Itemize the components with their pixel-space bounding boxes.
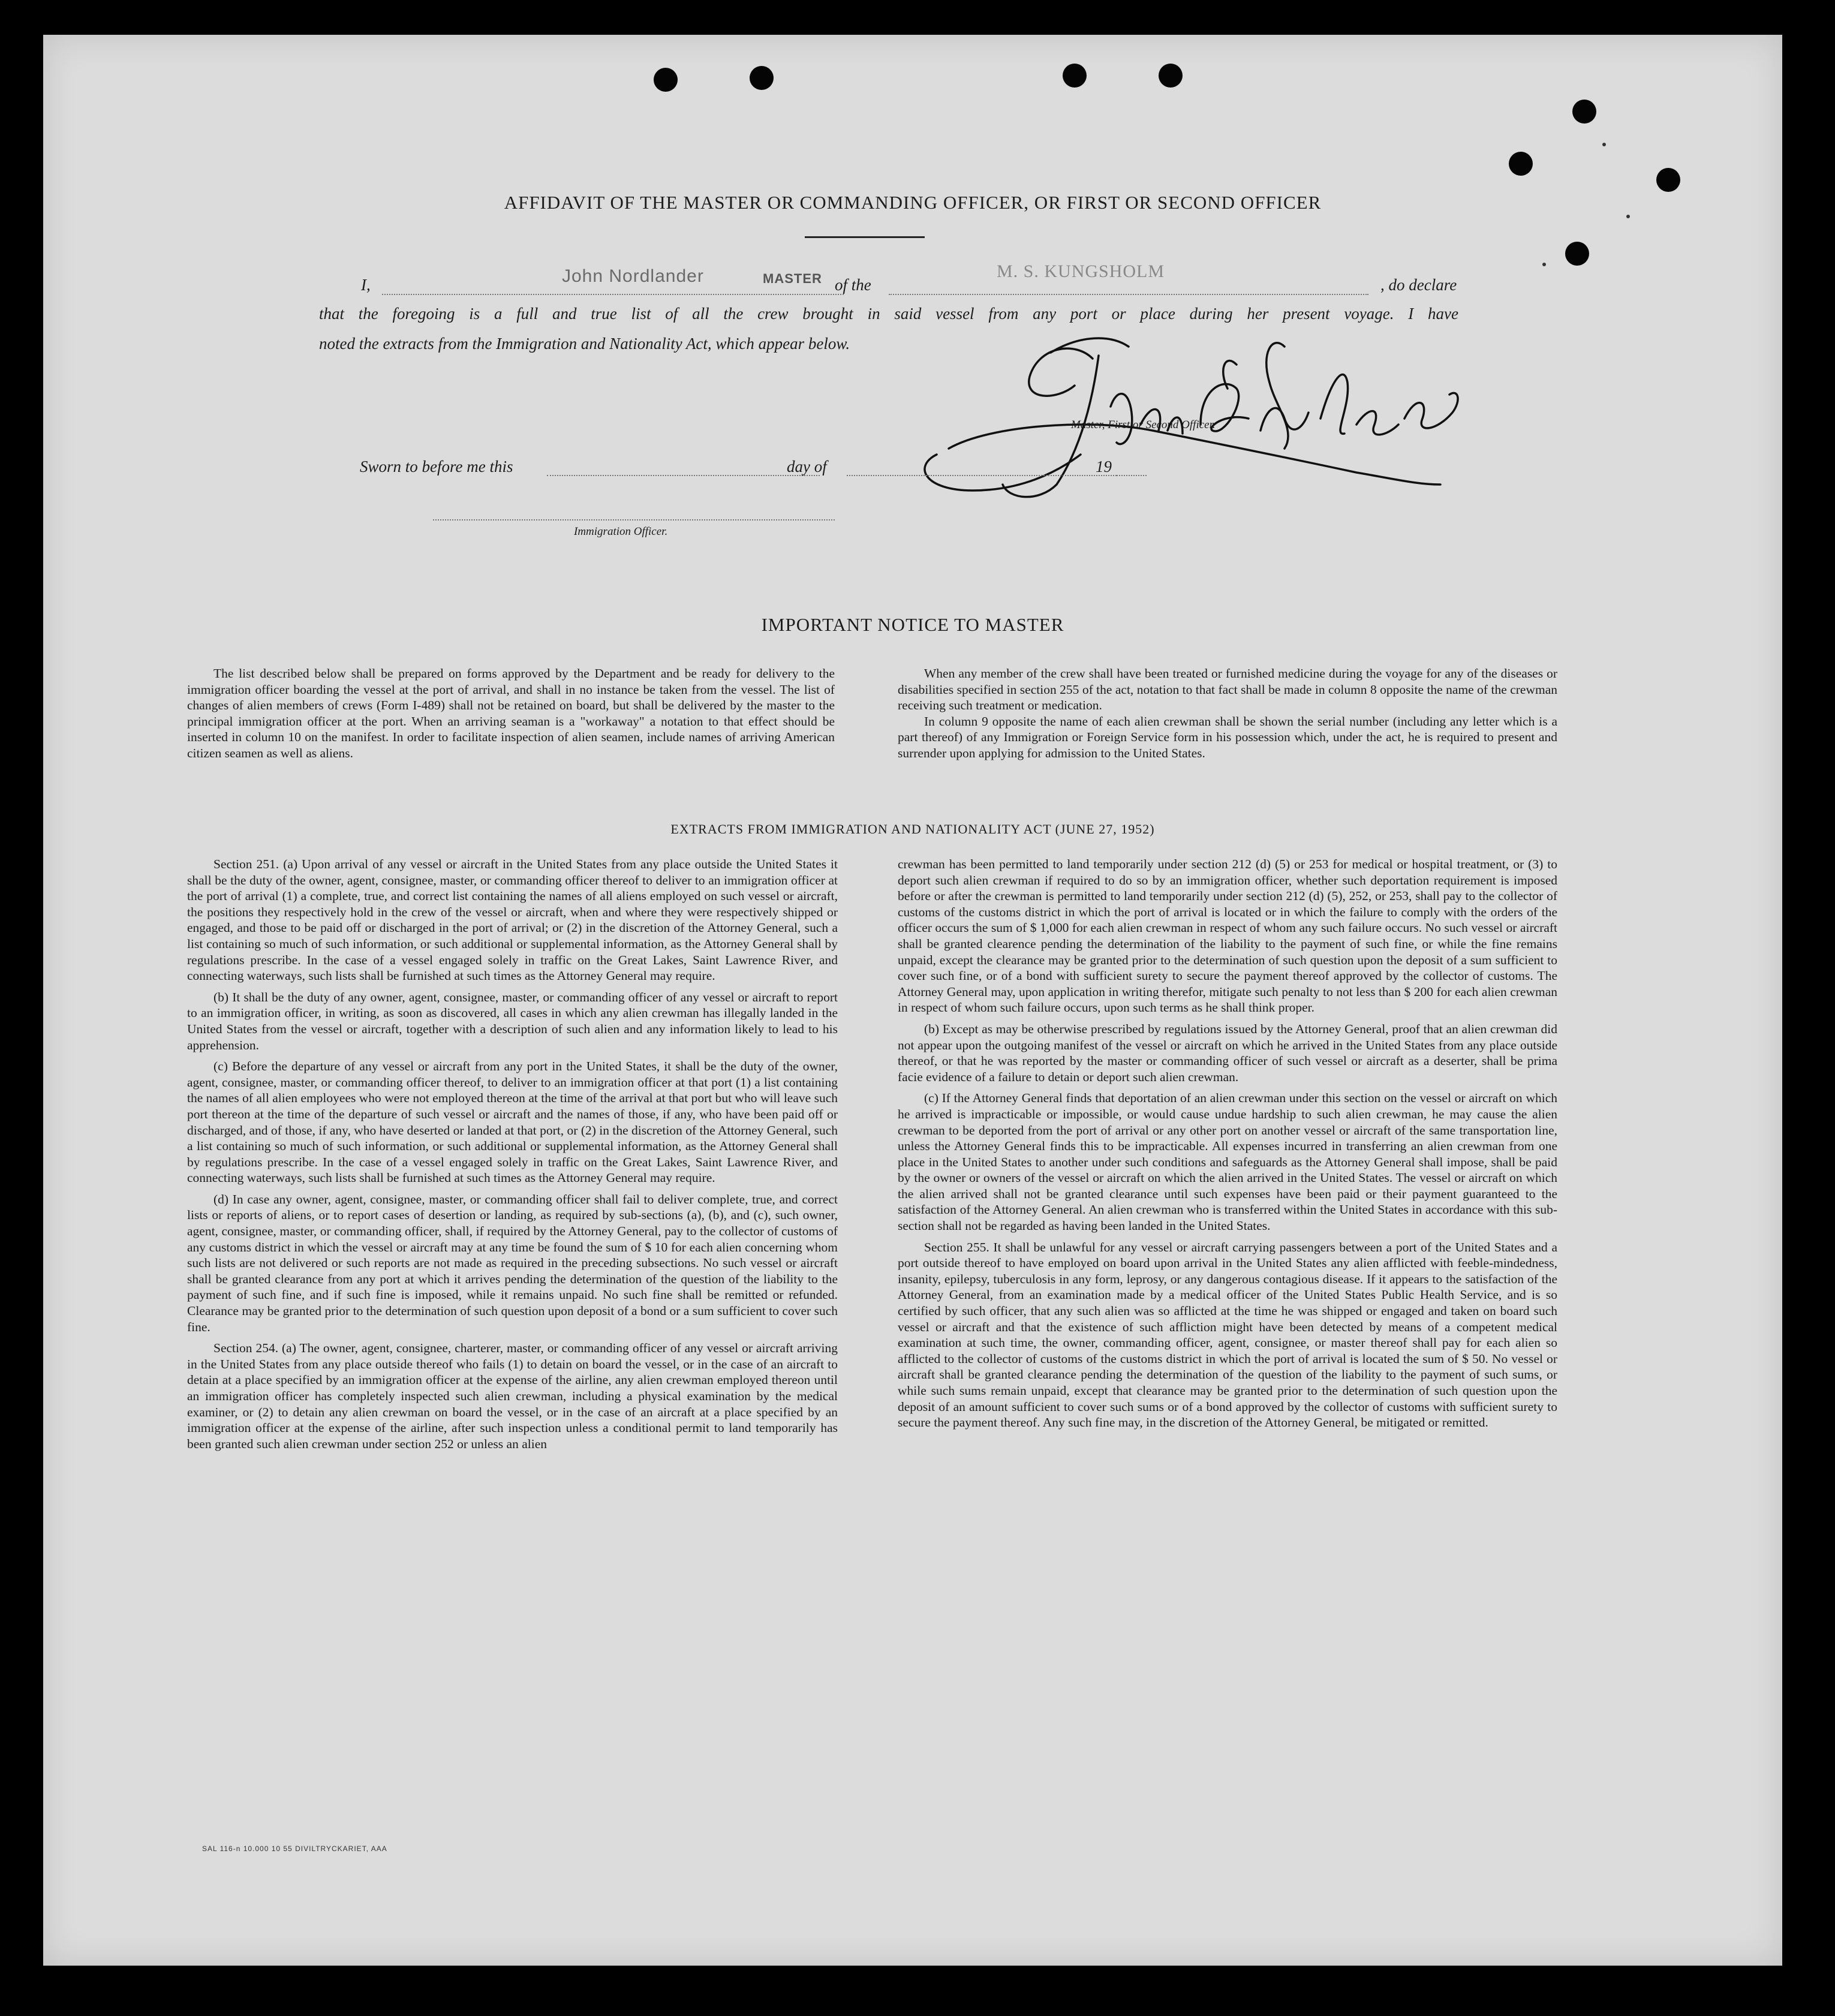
smudge: [1626, 215, 1630, 218]
notice-right-column: [898, 666, 1557, 767]
punch-hole: [654, 68, 678, 92]
extract-paragraph: (b) Except as may be otherwise prescribed by regulations issued by the Attorney General, proof that an alien crewman did not appear upon the outgoing manifest of the vessel or aircraft on which he arrived in the United States from any place outside thereof, or that he was reported by the master or commanding officer of such vessel or aircraft as a deserter, shall be prima facie evidence of a failure to detain or deport such alien crewman.: [898, 1021, 1557, 1084]
print-code: SAL 116-n 10.000 10 55 DIVILTRYCKARIET, AAA: [202, 1845, 387, 1853]
smudge: [1542, 263, 1546, 266]
officer-signature-line: [433, 519, 835, 520]
do-declare-label: , do declare: [1380, 276, 1457, 294]
extracts-left-column: [187, 856, 838, 1457]
signature-caption: Master, First or Second Officer.: [1071, 419, 1216, 431]
notice-left-column: [187, 666, 835, 767]
punch-hole: [1159, 64, 1183, 88]
punch-hole: [1572, 100, 1596, 124]
name-fill-line: [382, 294, 844, 295]
month-line: [847, 475, 1117, 476]
officer-caption: Immigration Officer.: [574, 525, 668, 538]
master-name-stamp: John Nordlander: [562, 266, 704, 286]
punch-hole: [1063, 64, 1087, 88]
rank-stamp: MASTER: [763, 271, 822, 286]
punch-hole: [750, 66, 774, 90]
extract-paragraph: (c) If the Attorney General finds that deportation of an alien crewman under this section on the vessel or aircraft on which he arrived is impracticable or impossible, or would cause undue hardship to such alien crewman, he may cause the alien crewman to be deported from the port of arrival or any other port on another vessel or aircraft of the same transportation line, unless the Attorney General finds this to be impracticable. All expenses incurred in transferring an alien crewman from one place in the United States to another under such conditions and safeguards as the Attorney General shall impose, shall be paid by the owner or owners of the vessel or aircraft on which the alien arrived in the United States. The vessel or aircraft on which the alien arrived shall not be granted clearance until such expenses have been paid or their payment guaranteed to the satisfaction of the Attorney General. An alien crewman who is transferred within the United States in accordance with this sub-section shall not be regarded as having been landed in the United States.: [898, 1091, 1557, 1233]
notice-paragraph: In column 9 opposite the name of each alien crewman shall be shown the serial number (including any letter which is a part thereof) of any Immigration or Foreign Service form in his possession which, under the act, he is required to present and surrender upon applying for admission to the United States.: [898, 714, 1557, 760]
extract-paragraph: (d) In case any owner, agent, consignee, master, or commanding officer shall fail to deliver complete, true, and correct lists or reports of aliens, or to report cases of desertion or landing, as required by sub-sections (a), (b), and (c), such owner, agent, consignee, master, or commanding officer, shall, if required by the Attorney General, pay to the collector of customs of any customs district in which the vessel or aircraft may at any time be found the sum of $ 10 for each alien concerning whom such lists are not delivered or such reports are not made as required in the preceding subsections. No such vessel or aircraft shall be granted clearance from any port at which it arrives pending the determination of the question of the liability to the payment of such fine, and if such fine is imposed, while it remains unpaid. No such fine shall be remitted or refunded. Clearance may be granted prior to the determination of such question upon deposit of a bond or a sum sufficient to cover such fine.: [187, 1191, 838, 1334]
extract-paragraph: crewman has been permitted to land temporarily under section 212 (d) (5) or 253 for medical or hospital treatment, or (3) to deport such alien crewman if required to do so by an immigration officer, whether such deportation requirement is imposed before or after the crewman is permitted to land temporarily under section 212 (d) (5), 252, or 253, shall pay to the collector of customs of the customs district in which the port of arrival is located or in which the failure to comply with the orders of the officer occurs the sum of $ 1,000 for each alien crewman in respect of whom any such failure occurs. No such vessel or aircraft shall be granted clearence pending the determination of the liability to the payment of such fine, or while the fine remains unpaid, except the clearance may be granted prior to the determination of such question upon the deposit of a sum sufficient to cover such fine, or of a bond with sufficient surety to secure the payment thereof approved by the collector of customs. The Attorney General may, upon application in writing therefor, mitigate such penalty to not less than $ 200 for each alien crewman in respect of whom such failure occurs, upon such terms as he shall think proper.: [898, 857, 1557, 1015]
vessel-fill-line: [889, 294, 1368, 295]
extract-paragraph: (b) It shall be the duty of any owner, agent, consignee, master, or commanding officer of any vessel or aircraft to report to an immigration officer, in writing, as soon as discovered, all cases in which any alien crewman has illegally landed in the United States from the vessel or aircraft, together with a description of such alien and any information likely to lead to his apprehension.: [187, 989, 838, 1052]
declaration-line-3: noted the extracts from the Immigration and Nationality Act, which appear below.: [319, 335, 850, 353]
punch-hole: [1656, 168, 1680, 192]
notice-paragraph: The list described below shall be prepared on forms approved by the Department and be ready for delivery to the immigration officer boarding the vessel at the port of arrival, and shall in no instance be taken from the vessel. The list of changes of alien members of crews (Form I-489) shall not be retained on board, but shall be delivered by the master to the principal immigration officer at the port. When an arriving seaman is a "workaway" a notation to that effect should be inserted in column 10 on the manifest. In order to facilitate inspection of alien seamen, include names of arriving American citizen seamen as well as aliens.: [187, 666, 835, 760]
of-the-label: of the: [835, 276, 871, 294]
vessel-name-stamp: M. S. KUNGSHOLM: [997, 261, 1165, 281]
year-prefix: 19: [1096, 458, 1112, 476]
document-page: [43, 35, 1782, 1966]
extracts-right-column: [898, 856, 1557, 1436]
sworn-date-line: [547, 475, 820, 476]
extract-paragraph: Section 251. (a) Upon arrival of any vessel or aircraft in the United States from any place outside the United States it shall be the duty of the owner, agent, consignee, master, or commanding officer thereof to deliver to an immigration officer at the port of arrival (1) a complete, true, and correct list containing the names of all aliens employed on such vessel or aircraft, the positions they respectively hold in the crew of the vessel or aircraft, when and where they were respectively shipped or engaged, and those to be paid off or discharged in the port of arrival; or (2) in the discretion of the Attorney General, such a list containing so much of such information, or such additional or supplemental information, as the Attorney General shall by regulations prescribe. In the case of a vessel engaged solely in traffic on the Great Lakes, Saint Lawrence River, and connecting waterways, such lists shall be furnished at such times as the Attorney General may require.: [187, 857, 838, 983]
extract-paragraph: Section 255. It shall be unlawful for any vessel or aircraft carrying passengers between a port of the United States and a port outside thereof to have employed on board upon arrival in the United States any alien afflicted with feeble-mindedness, insanity, epilepsy, tuberculosis in any form, leprosy, or any dangerous contagious disease. If it appears to the satisfaction of the Attorney General, from an examination made by a medical officer of the United States Public Health Service, and is so certified by such officer, that any such alien was so afflicted at the time he was shipped or engaged and taken on board such vessel or aircraft and that the existence of such affliction might have been detected by means of a competent medical examination at such time, the owner, commanding officer, agent, consignee, or master thereof shall pay for each alien so afflicted to the collector of customs of the customs district in which the port of arrival is located the sum of $ 50. No vessel or aircraft shall be granted clearance pending the determination of the question of the liability to the payment of such sums, or while such sums remain unpaid, except that clearance may be granted prior to the determination of such question upon the deposit of an amount sufficient to cover such sums or of a bond approved by the collector of customs with sufficient surety to secure the payment thereof. Any such fine may, in the discretion of the Attorney General, be mitigated or remitted.: [898, 1239, 1557, 1430]
title-underline: [805, 236, 925, 238]
year-line: [1117, 475, 1147, 476]
extract-paragraph: (c) Before the departure of any vessel or aircraft from any port in the United States, it shall be the duty of the owner, agent, consignee, master, or commanding officer thereof, to deliver to an immigration officer at that port (1) a list containing the names of all alien employees who were not employed thereon at the time of the arrival at that port but who will leave such port thereon at the time of the departure of such vessel or aircraft and the names of those, if any, who have been paid off or discharged, and of those, if any, who have deserted or landed at that port, or (2) in the discretion of the Attorney General, such a list containing so much of such information, or such additional or supplemental information, as the Attorney General shall by regulations prescribe. In the case of a vessel engaged solely in traffic on the Great Lakes, Saint Lawrence River, and connecting waterways, such lists shall be furnished at such times as the Attorney General may require.: [187, 1059, 838, 1185]
declaration-prefix: I,: [361, 276, 371, 294]
punch-hole: [1509, 152, 1533, 176]
notice-paragraph: When any member of the crew shall have been treated or furnished medicine during the voyage for any of the diseases or disabilities specified in section 255 of the act, notation to that fact shall be made in column 8 opposite the name of the crewman receiving such treatment or medication.: [898, 666, 1557, 713]
smudge: [1602, 143, 1606, 146]
day-of-label: day of: [787, 458, 827, 476]
sworn-label: Sworn to before me this: [360, 458, 513, 476]
extract-paragraph: Section 254. (a) The owner, agent, consignee, charterer, master, or commanding officer of any vessel or aircraft arriving in the United States from any place outside thereof who fails (1) to detain on board the vessel, or in the case of an aircraft to detain at a place specified by an immigration officer at the expense of the airline, any alien crewman employed thereon until an immigration officer has completely inspected such alien crewman, including a physical examination by the medical examiner, or (2) to detain any alien crewman on board the vessel, or in the case of an aircraft at a place specified by an immigration officer at the expense of the airline, after such inspection unless a conditional permit to land temporarily has been granted such alien crewman under section 252 or unless an alien: [187, 1341, 838, 1451]
extracts-heading: EXTRACTS FROM IMMIGRATION AND NATIONALITY ACT (JUNE 27, 1952): [670, 822, 1155, 837]
punch-hole: [1565, 242, 1589, 266]
notice-heading: IMPORTANT NOTICE TO MASTER: [761, 614, 1064, 635]
declaration-line-2: that the foregoing is a full and true list of all the crew brought in said vessel from any port or place during her present voyage. I have: [319, 305, 1458, 323]
page-title: AFFIDAVIT OF THE MASTER OR COMMANDING OFFICER, OR FIRST OR SECOND OFFICER: [504, 192, 1322, 213]
